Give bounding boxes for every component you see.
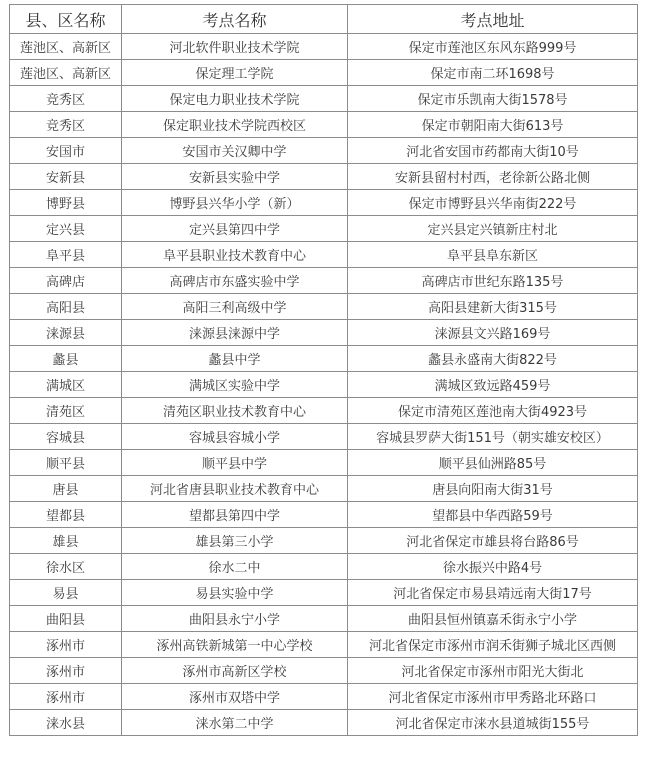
table-row <box>10 476 638 502</box>
county-cell: 涿州市 <box>10 658 122 684</box>
table-header-row <box>10 5 638 34</box>
county-cell: 阜平县 <box>10 242 122 268</box>
site-name-cell: 涿州高铁新城第一中心学校 <box>122 632 348 658</box>
county-cell: 竞秀区 <box>10 86 122 112</box>
table-row <box>10 320 638 346</box>
table-body <box>10 34 638 736</box>
site-address-cell: 定兴县定兴镇新庄村北 <box>348 216 638 242</box>
table-row <box>10 580 638 606</box>
site-name-cell: 河北省唐县职业技术教育中心 <box>122 476 348 502</box>
site-name-cell: 涿州市双塔中学 <box>122 684 348 710</box>
county-cell: 徐水区 <box>10 554 122 580</box>
table-row <box>10 632 638 658</box>
table-row <box>10 34 638 60</box>
county-cell: 安国市 <box>10 138 122 164</box>
site-address-cell: 保定市南二环1698号 <box>348 60 638 86</box>
site-name-cell: 蠡县中学 <box>122 346 348 372</box>
site-address-cell: 河北省保定市易县靖远南大街17号 <box>348 580 638 606</box>
site-address-cell: 阜平县阜东新区 <box>348 242 638 268</box>
county-cell: 莲池区、高新区 <box>10 60 122 86</box>
county-cell: 顺平县 <box>10 450 122 476</box>
site-name-cell: 安国市关汉卿中学 <box>122 138 348 164</box>
table-row <box>10 424 638 450</box>
site-name-cell: 阜平县职业技术教育中心 <box>122 242 348 268</box>
site-address-cell: 保定市清苑区莲池南大街4923号 <box>348 398 638 424</box>
site-name-cell: 博野县兴华小学（新） <box>122 190 348 216</box>
county-cell: 望都县 <box>10 502 122 528</box>
site-address-cell: 河北省安国市药都南大街10号 <box>348 138 638 164</box>
county-cell: 博野县 <box>10 190 122 216</box>
site-address-cell: 保定市博野县兴华南街222号 <box>348 190 638 216</box>
site-name-cell: 容城县容城小学 <box>122 424 348 450</box>
county-cell: 莲池区、高新区 <box>10 34 122 60</box>
site-address-cell: 河北省保定市涞水县道城街155号 <box>348 710 638 736</box>
county-cell: 雄县 <box>10 528 122 554</box>
site-name-cell: 顺平县中学 <box>122 450 348 476</box>
county-cell: 安新县 <box>10 164 122 190</box>
site-address-cell: 安新县留村村西，老徐新公路北侧 <box>348 164 638 190</box>
county-cell: 满城区 <box>10 372 122 398</box>
site-address-cell: 河北省保定市涿州市润禾街狮子城北区西侧 <box>348 632 638 658</box>
site-name-cell: 雄县第三小学 <box>122 528 348 554</box>
table-row <box>10 554 638 580</box>
site-name-cell: 高碑店市东盛实验中学 <box>122 268 348 294</box>
site-name-cell: 涿州市高新区学校 <box>122 658 348 684</box>
exam-site-table <box>9 4 638 736</box>
site-name-cell: 徐水二中 <box>122 554 348 580</box>
site-address-cell: 保定市莲池区东风东路999号 <box>348 34 638 60</box>
table-row <box>10 216 638 242</box>
table-row <box>10 60 638 86</box>
site-address-cell: 河北省保定市涿州市甲秀路北环路口 <box>348 684 638 710</box>
table-row <box>10 268 638 294</box>
table-row <box>10 450 638 476</box>
site-name-cell: 满城区实验中学 <box>122 372 348 398</box>
site-address-cell: 徐水振兴中路4号 <box>348 554 638 580</box>
county-cell: 容城县 <box>10 424 122 450</box>
county-cell: 唐县 <box>10 476 122 502</box>
table-row <box>10 112 638 138</box>
table-row <box>10 528 638 554</box>
site-address-cell: 保定市乐凯南大街1578号 <box>348 86 638 112</box>
site-name-cell: 涞源县涞源中学 <box>122 320 348 346</box>
site-address-cell: 曲阳县恒州镇嘉禾街永宁小学 <box>348 606 638 632</box>
county-cell: 高碑店 <box>10 268 122 294</box>
table-row <box>10 190 638 216</box>
site-address-cell: 河北省保定市涿州市阳光大街北 <box>348 658 638 684</box>
county-cell: 定兴县 <box>10 216 122 242</box>
table-row <box>10 606 638 632</box>
header-site-name: 考点名称 <box>122 5 348 34</box>
county-cell: 清苑区 <box>10 398 122 424</box>
site-name-cell: 清苑区职业技术教育中心 <box>122 398 348 424</box>
table-row <box>10 398 638 424</box>
site-name-cell: 保定电力职业技术学院 <box>122 86 348 112</box>
site-name-cell: 保定职业技术学院西校区 <box>122 112 348 138</box>
table-row <box>10 372 638 398</box>
table-row <box>10 294 638 320</box>
site-address-cell: 唐县向阳南大街31号 <box>348 476 638 502</box>
table-row <box>10 658 638 684</box>
site-address-cell: 满城区致远路459号 <box>348 372 638 398</box>
county-cell: 竞秀区 <box>10 112 122 138</box>
table-row <box>10 138 638 164</box>
table-row <box>10 684 638 710</box>
site-name-cell: 定兴县第四中学 <box>122 216 348 242</box>
site-name-cell: 河北软件职业技术学院 <box>122 34 348 60</box>
site-address-cell: 涞源县文兴路169号 <box>348 320 638 346</box>
site-address-cell: 顺平县仙洲路85号 <box>348 450 638 476</box>
county-cell: 高阳县 <box>10 294 122 320</box>
site-address-cell: 河北省保定市雄县将台路86号 <box>348 528 638 554</box>
site-name-cell: 曲阳县永宁小学 <box>122 606 348 632</box>
county-cell: 蠡县 <box>10 346 122 372</box>
table-row <box>10 346 638 372</box>
site-name-cell: 安新县实验中学 <box>122 164 348 190</box>
table-row <box>10 502 638 528</box>
county-cell: 曲阳县 <box>10 606 122 632</box>
table-row <box>10 164 638 190</box>
site-name-cell: 涞水第二中学 <box>122 710 348 736</box>
header-county: 县、区名称 <box>10 5 122 34</box>
county-cell: 涿州市 <box>10 632 122 658</box>
site-name-cell: 保定理工学院 <box>122 60 348 86</box>
site-address-cell: 蠡县永盛南大街822号 <box>348 346 638 372</box>
site-address-cell: 望都县中华西路59号 <box>348 502 638 528</box>
site-name-cell: 高阳三利高级中学 <box>122 294 348 320</box>
county-cell: 涞水县 <box>10 710 122 736</box>
site-address-cell: 高阳县建新大街315号 <box>348 294 638 320</box>
header-site-address: 考点地址 <box>348 5 638 34</box>
site-name-cell: 望都县第四中学 <box>122 502 348 528</box>
table-row <box>10 710 638 736</box>
site-address-cell: 保定市朝阳南大街613号 <box>348 112 638 138</box>
county-cell: 易县 <box>10 580 122 606</box>
site-address-cell: 容城县罗萨大街151号（朝实雄安校区） <box>348 424 638 450</box>
site-address-cell: 高碑店市世纪东路135号 <box>348 268 638 294</box>
county-cell: 涞源县 <box>10 320 122 346</box>
table-row <box>10 86 638 112</box>
site-name-cell: 易县实验中学 <box>122 580 348 606</box>
county-cell: 涿州市 <box>10 684 122 710</box>
table-row <box>10 242 638 268</box>
